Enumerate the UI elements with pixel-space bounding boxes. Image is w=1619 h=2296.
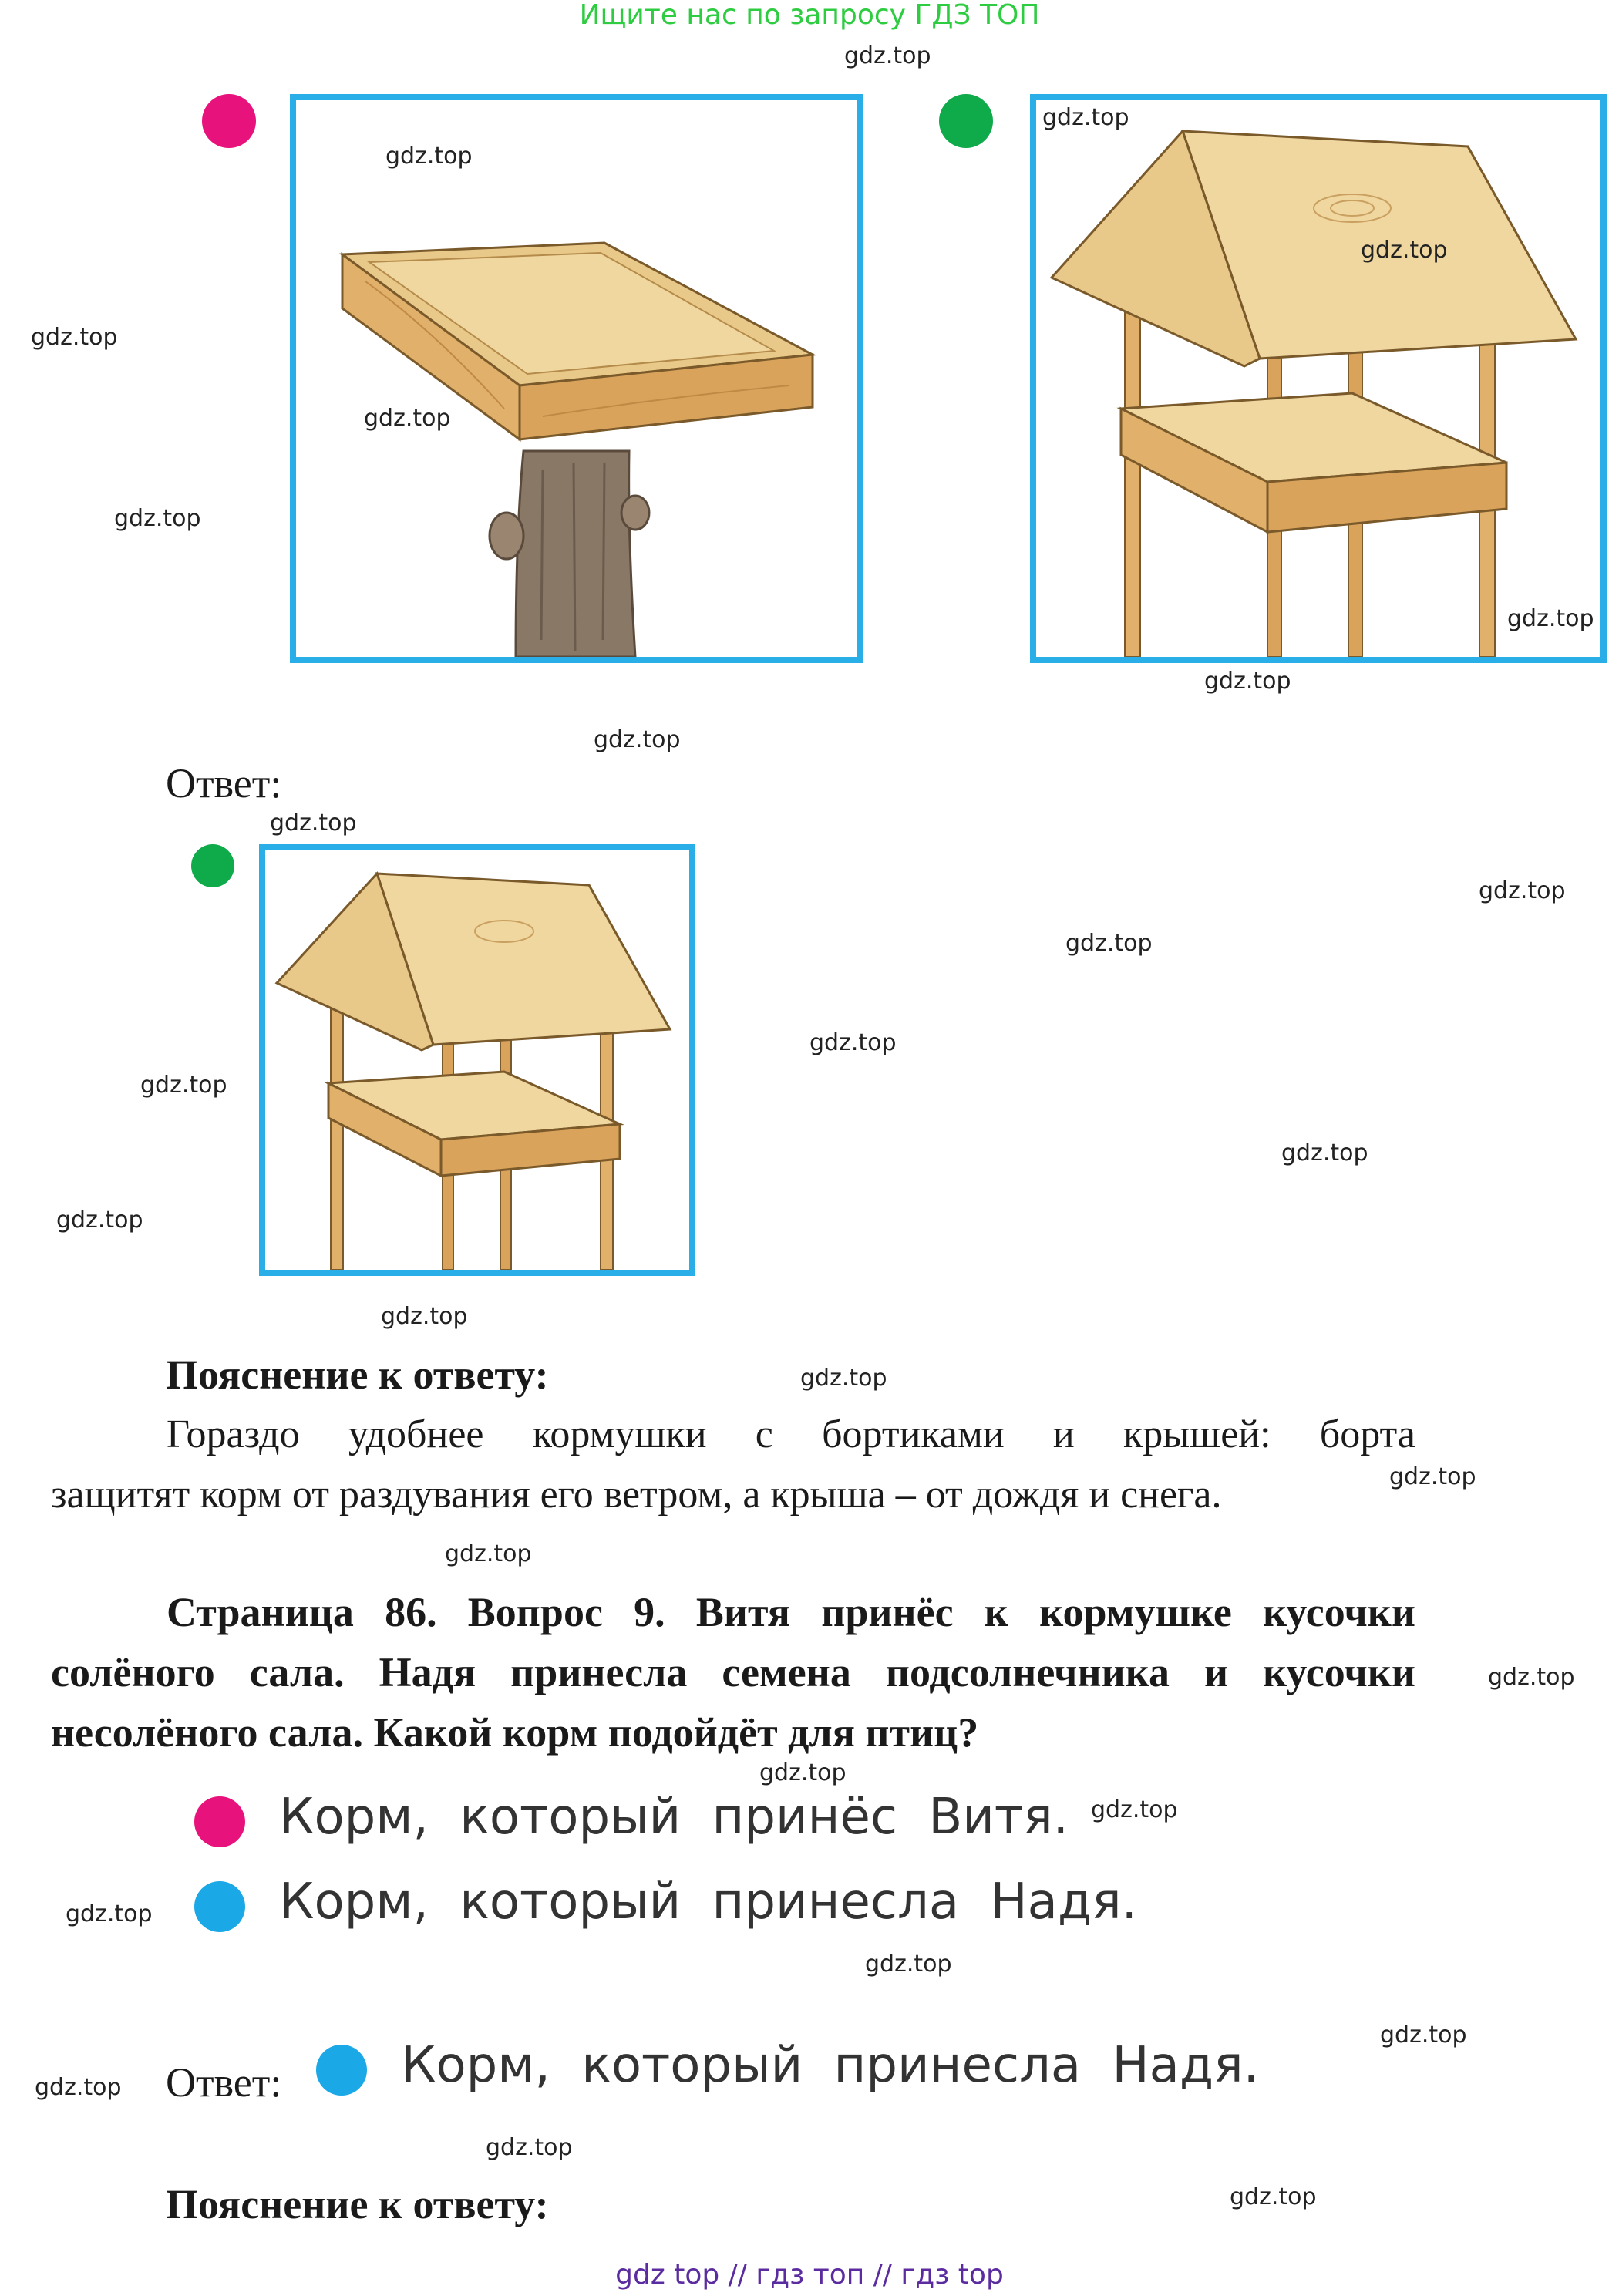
option-blue-dot	[194, 1881, 245, 1932]
explanation-heading-q8: Пояснение к ответу:	[166, 1352, 549, 1398]
watermark: gdz.top	[1488, 1664, 1575, 1691]
explanation-text-q8	[51, 1405, 1415, 1525]
watermark: gdz.top	[844, 42, 931, 69]
question-9-line-3: несолёного сала. Какой корм подойдёт для птиц?	[51, 1709, 979, 1756]
roofed-feeder-illustration	[1036, 100, 1600, 657]
watermark: gdz.top	[1389, 1463, 1476, 1490]
watermark: gdz.top	[35, 2074, 122, 2101]
answer-label-q8: Ответ:	[166, 760, 282, 806]
watermark: gdz.top	[1042, 104, 1129, 131]
watermark: gdz.top	[800, 1365, 887, 1392]
answer-feeder-frame	[259, 844, 695, 1276]
platform-feeder-illustration	[296, 100, 857, 657]
platform-feeder-frame	[290, 94, 863, 663]
option-pink-dot	[194, 1796, 245, 1847]
watermark: gdz.top	[381, 1303, 468, 1330]
footer-links[interactable]: gdz top // гдз топ // гдз top	[615, 2259, 1004, 2291]
watermark: gdz.top	[486, 2134, 573, 2161]
explanation-line-2: защитят корм от раздувания его ветром, а крыша – от дождя и снега.	[51, 1473, 1222, 1517]
question-9-line-2: солёного сала. Надя принесла семена подсолнечника и кусочки	[51, 1649, 1415, 1695]
explanation-line-1: Гораздо удобнее кормушки с бортиками и крышей: борта	[167, 1412, 1415, 1456]
watermark: gdz.top	[56, 1207, 143, 1234]
watermark: gdz.top	[140, 1072, 227, 1099]
question-9-line-1: Страница 86. Вопрос 9. Витя принёс к кормушке кусочки	[167, 1589, 1415, 1635]
green-answer-dot	[191, 844, 234, 887]
watermark: gdz.top	[1507, 605, 1594, 632]
top-banner[interactable]: Ищите нас по запросу ГДЗ ТОП	[579, 0, 1040, 31]
watermark: gdz.top	[385, 143, 473, 170]
explanation-heading-q9: Пояснение к ответу:	[166, 2181, 549, 2227]
watermark: gdz.top	[66, 1900, 153, 1927]
watermark: gdz.top	[759, 1759, 847, 1786]
watermark: gdz.top	[1281, 1140, 1368, 1167]
watermark: gdz.top	[1091, 1796, 1178, 1823]
option-pink-text: Корм, который принёс Витя.	[279, 1789, 1069, 1846]
green-marker-dot	[939, 94, 993, 148]
option-blue-text: Корм, который принесла Надя.	[279, 1873, 1137, 1931]
watermark: gdz.top	[31, 324, 118, 351]
watermark: gdz.top	[114, 505, 201, 532]
watermark: gdz.top	[1204, 668, 1291, 695]
watermark: gdz.top	[1230, 2183, 1317, 2210]
watermark: gdz.top	[1479, 877, 1566, 904]
answer-label-q9: Ответ:	[166, 2059, 282, 2106]
question-9-text	[51, 1582, 1415, 1762]
watermark: gdz.top	[1380, 2022, 1467, 2049]
answer-blue-dot	[316, 2045, 367, 2096]
pink-marker-dot	[202, 94, 256, 148]
watermark: gdz.top	[1361, 237, 1448, 264]
watermark: gdz.top	[364, 405, 451, 432]
watermark: gdz.top	[1065, 930, 1153, 957]
watermark: gdz.top	[445, 1540, 532, 1567]
roofed-feeder-frame	[1030, 94, 1607, 663]
watermark: gdz.top	[270, 810, 357, 837]
watermark: gdz.top	[865, 1951, 952, 1978]
watermark: gdz.top	[810, 1029, 897, 1056]
answer-text-q9: Корм, который принесла Надя.	[401, 2037, 1259, 2094]
watermark: gdz.top	[594, 726, 681, 753]
answer-feeder-illustration	[265, 850, 689, 1270]
